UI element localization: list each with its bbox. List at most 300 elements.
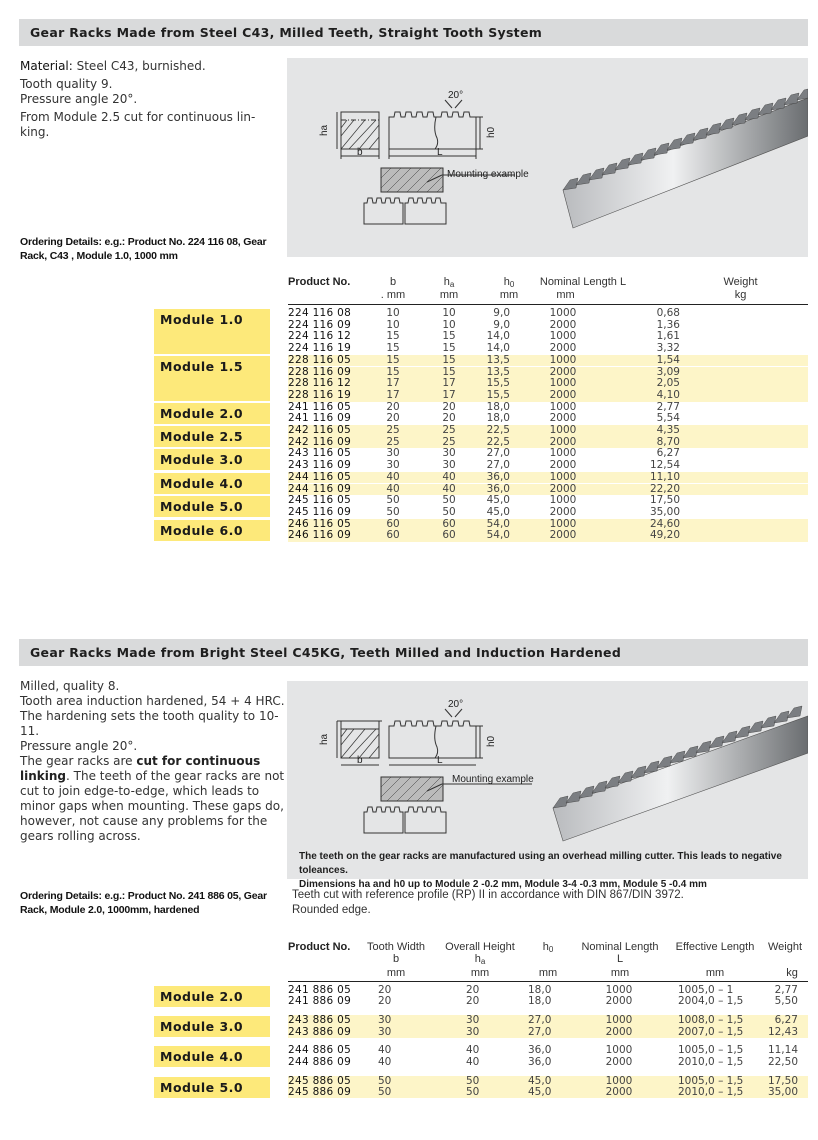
cell-effective: 2010,0 – 1,5 xyxy=(678,1086,744,1098)
cell-weight: 2,77 xyxy=(656,400,680,413)
reference-profile-note xyxy=(292,888,812,918)
b-label: b xyxy=(357,755,363,766)
cell-h0: 18,0 xyxy=(528,984,552,996)
cell-product-no: 242 116 05 xyxy=(288,424,352,436)
linking-rest-5: gears rolling across. xyxy=(20,829,141,843)
module-label xyxy=(154,1077,270,1098)
cell-b: 60 xyxy=(386,529,400,542)
module-label-text: Module 2.0 xyxy=(160,405,244,421)
cell-weight: 17,50 xyxy=(767,1074,798,1087)
rack-dimension-diagram xyxy=(287,58,547,257)
cell-length: 1000 xyxy=(549,470,577,483)
cell-b: 15 xyxy=(386,342,400,355)
cell-product-no: 244 116 05 xyxy=(288,470,352,483)
cell-product-no: 243 886 09 xyxy=(288,1025,352,1038)
cell-product-no: 242 116 09 xyxy=(288,435,352,448)
module-label xyxy=(154,426,270,447)
ordering-line-2: Rack, C43 , Module 1.0, 1000 mm xyxy=(20,250,178,262)
cell-length: 2000 xyxy=(549,435,577,448)
cell-weight: 24,60 xyxy=(649,517,680,530)
module-label xyxy=(154,1046,270,1067)
cell-ha: 30 xyxy=(442,447,456,460)
module-label-text: Module 5.0 xyxy=(160,1079,244,1095)
header-weight: Weight xyxy=(767,941,803,953)
cell-weight: 35,00 xyxy=(649,505,680,518)
module-label xyxy=(154,473,270,494)
table-row xyxy=(288,367,808,379)
cell-effective: 2004,0 – 1,5 xyxy=(678,995,744,1008)
section1-description xyxy=(20,59,280,140)
cell-h0: 18,0 xyxy=(528,995,552,1008)
cell-h0: 15,5 xyxy=(486,388,510,401)
table-row xyxy=(288,413,808,425)
table-row xyxy=(288,390,808,402)
cell-ha: 40 xyxy=(442,470,456,483)
header-nominal-length-unit: mm xyxy=(556,289,575,301)
cell-b: 50 xyxy=(378,1086,392,1098)
cell-effective: 2010,0 – 1,5 xyxy=(678,1055,744,1068)
table-row xyxy=(288,331,808,343)
cell-weight: 2,77 xyxy=(774,984,798,996)
module-label-text: Module 1.5 xyxy=(160,358,244,374)
h0-label: h0 xyxy=(486,126,497,138)
cell-product-no: 245 116 05 xyxy=(288,494,352,507)
cell-weight: 8,70 xyxy=(656,435,680,448)
cell-ha: 15 xyxy=(442,353,456,366)
table-row xyxy=(288,355,808,367)
angle-label: 20° xyxy=(448,90,464,101)
header-b: b xyxy=(389,276,397,288)
header-weight-unit: kg xyxy=(734,289,747,301)
gear-rack-photo xyxy=(548,681,808,846)
cell-h0: 45,0 xyxy=(486,505,510,518)
cell-b: 25 xyxy=(386,424,400,436)
cell-b: 15 xyxy=(386,353,400,366)
cell-length: 1000 xyxy=(549,400,577,413)
cell-h0: 13,5 xyxy=(486,353,510,366)
cell-h0: 45,0 xyxy=(486,494,510,507)
cell-b: 30 xyxy=(386,459,400,472)
module-label xyxy=(154,986,270,1007)
cell-b: 10 xyxy=(386,318,400,331)
cell-product-no: 245 886 09 xyxy=(288,1086,352,1098)
cell-b: 15 xyxy=(386,365,400,378)
b-label: b xyxy=(357,147,363,158)
table-row xyxy=(288,530,808,542)
cell-h0: 14,0 xyxy=(486,330,510,343)
cell-weight: 4,35 xyxy=(656,424,680,436)
table-row xyxy=(288,448,808,460)
module-label xyxy=(154,403,270,424)
ha-label: ha xyxy=(319,124,330,136)
header-effective-length: Effective Length xyxy=(675,941,755,953)
note-line-1: The teeth on the gear racks are manufactured using an overhead milling cutter. This leads to negative toleances. xyxy=(299,851,782,876)
cell-length: 2000 xyxy=(605,995,633,1008)
cell-weight: 6,27 xyxy=(656,447,680,460)
cell-length: 1000 xyxy=(549,307,577,319)
cell-h0: 36,0 xyxy=(528,1044,552,1057)
cell-length: 2000 xyxy=(549,318,577,331)
cell-length: 1000 xyxy=(549,517,577,530)
header-h0: $h_0$ xyxy=(503,276,515,289)
cell-ha: 30 xyxy=(442,459,456,472)
table-row xyxy=(288,378,808,390)
material-value: Steel C43, burnished. xyxy=(72,59,206,73)
cell-h0: 36,0 xyxy=(528,1055,552,1068)
note-line-2: Dimensions ha and h0 up to Module 2 -0.2 mm, Module 3-4 -0.3 mm, Module 5 -0.4 mm xyxy=(299,879,707,890)
tolerance-note xyxy=(299,850,804,892)
ha-label: ha xyxy=(319,733,330,745)
cell-weight: 12,54 xyxy=(649,459,680,472)
cell-product-no: 224 116 19 xyxy=(288,342,352,355)
cell-h0: 36,0 xyxy=(486,470,510,483)
cell-h0: 22,5 xyxy=(486,424,510,436)
section1-table-header xyxy=(288,274,808,306)
ordering-line-2: Rack, Module 2.0, 1000mm, hardened xyxy=(20,904,200,916)
linking-rest-3: minor gaps when mounting. These gaps do, xyxy=(20,799,284,813)
cell-h0: 27,0 xyxy=(528,1014,552,1027)
header-weight-unit: kg xyxy=(786,967,798,979)
linking-line-2: king. xyxy=(20,125,50,139)
cell-length: 1000 xyxy=(549,353,577,366)
module-label-text: Module 6.0 xyxy=(160,522,244,538)
cell-length: 2000 xyxy=(549,482,577,495)
section1-title-bar xyxy=(19,19,808,46)
table-row xyxy=(288,437,808,449)
header-b-unit: . mm xyxy=(380,289,406,301)
L-label: L xyxy=(437,147,443,158)
cell-ha: 30 xyxy=(466,1014,480,1027)
cell-length: 2000 xyxy=(549,388,577,401)
cell-ha: 17 xyxy=(442,388,456,401)
cell-b: 40 xyxy=(378,1044,392,1057)
table-row xyxy=(288,460,808,472)
module-label-text: Module 2.0 xyxy=(160,989,244,1004)
cell-product-no: 241 886 05 xyxy=(288,984,352,996)
table-row xyxy=(288,1015,808,1026)
cell-length: 1000 xyxy=(549,424,577,436)
cell-length: 2000 xyxy=(605,1055,633,1068)
header-overall-height-ha: $h_a$ xyxy=(474,953,486,966)
table-row xyxy=(288,484,808,496)
header-nominal-length-L: L xyxy=(616,953,624,965)
section2-description xyxy=(20,679,290,844)
linking-bold-1: cut for continuous xyxy=(136,754,261,768)
module-label-text: Module 5.0 xyxy=(160,499,244,515)
cell-effective: 1005,0 – 1,5 xyxy=(678,1074,744,1087)
cell-length: 1000 xyxy=(605,1044,633,1057)
cell-product-no: 241 116 09 xyxy=(288,412,352,425)
cell-ha: 10 xyxy=(442,307,456,319)
cell-product-no: 243 116 05 xyxy=(288,447,352,460)
cell-ha: 40 xyxy=(442,482,456,495)
cell-length: 2000 xyxy=(549,412,577,425)
cell-length: 2000 xyxy=(605,1025,633,1038)
h0-label: h0 xyxy=(486,735,497,747)
cell-h0: 54,0 xyxy=(486,529,510,542)
cell-effective: 1005,0 – 1,5 xyxy=(678,1044,744,1057)
cell-length: 2000 xyxy=(549,505,577,518)
cell-product-no: 243 116 09 xyxy=(288,459,352,472)
cell-h0: 45,0 xyxy=(528,1086,552,1098)
section2-figure xyxy=(287,681,808,890)
header-product-no: Product No. xyxy=(288,941,351,953)
module-label-text: Module 3.0 xyxy=(160,452,244,468)
desc-line-1: Milled, quality 8. xyxy=(20,679,120,693)
desc-line-2: Tooth area induction hardened, 54 + 4 HRC. xyxy=(20,694,285,708)
cell-b: 17 xyxy=(386,388,400,401)
module-label-text: Module 1.0 xyxy=(160,312,244,327)
header-weight: Weight xyxy=(723,276,758,288)
cell-ha: 20 xyxy=(466,995,480,1008)
header-ha-unit: mm xyxy=(439,289,459,301)
cell-effective: 1008,0 – 1,5 xyxy=(678,1014,744,1027)
cell-ha: 20 xyxy=(442,412,456,425)
linking-rest-4: however, not cause any problems for the xyxy=(20,814,268,828)
cell-h0: 54,0 xyxy=(486,517,510,530)
cell-product-no: 244 116 09 xyxy=(288,482,352,495)
cell-ha: 20 xyxy=(466,984,480,996)
table-row xyxy=(288,343,808,355)
linking-rest-1: . The teeth of the gear racks are not xyxy=(66,769,285,783)
profile-line-2: Rounded edge. xyxy=(292,904,371,916)
cell-product-no: 244 886 05 xyxy=(288,1044,352,1057)
cell-product-no: 228 116 09 xyxy=(288,365,352,378)
cell-ha: 60 xyxy=(442,517,456,530)
table-row xyxy=(288,1087,808,1098)
module-label-text: Module 4.0 xyxy=(160,475,244,491)
cell-h0: 13,5 xyxy=(486,365,510,378)
section1-title: Gear Racks Made from Steel C43, Milled Teeth, Straight Tooth System xyxy=(30,25,543,40)
cell-length: 1000 xyxy=(605,1074,633,1087)
cell-weight: 2,05 xyxy=(656,377,680,390)
module-label-text: Module 2.5 xyxy=(160,429,244,444)
header-product-no: Product No. xyxy=(288,276,351,288)
cell-length: 2000 xyxy=(549,342,577,355)
cell-b: 50 xyxy=(378,1074,392,1087)
cell-h0: 9,0 xyxy=(493,318,510,331)
cell-weight: 5,50 xyxy=(774,995,798,1008)
cell-h0: 27,0 xyxy=(528,1025,552,1038)
cell-b: 15 xyxy=(386,330,400,343)
cell-product-no: 228 116 12 xyxy=(288,377,352,390)
cell-length: 2000 xyxy=(549,529,577,542)
cell-length: 1000 xyxy=(549,330,577,343)
linking-prefix: The gear racks are xyxy=(20,754,137,768)
cell-product-no: 245 886 05 xyxy=(288,1074,352,1087)
cell-length: 1000 xyxy=(549,447,577,460)
module-label-text: Module 3.0 xyxy=(160,1019,244,1035)
header-tooth-width: Tooth Width xyxy=(366,941,426,953)
cell-h0: 18,0 xyxy=(486,400,510,413)
cell-b: 50 xyxy=(386,505,400,518)
cell-b: 30 xyxy=(378,1025,392,1038)
cell-ha: 50 xyxy=(466,1086,480,1098)
cell-product-no: 241 116 05 xyxy=(288,400,352,413)
table-row xyxy=(288,320,808,332)
cell-h0: 14,0 xyxy=(486,342,510,355)
profile-line-1: Teeth cut with reference profile (RP) II in accordance with DIN 867/DIN 3972. xyxy=(292,889,684,901)
cell-b: 25 xyxy=(386,435,400,448)
cell-weight: 3,32 xyxy=(656,342,680,355)
table-row xyxy=(288,1057,808,1068)
cell-ha: 60 xyxy=(442,529,456,542)
cell-b: 17 xyxy=(386,377,400,390)
cell-b: 20 xyxy=(378,984,392,996)
table-row xyxy=(288,472,808,484)
cell-product-no: 224 116 08 xyxy=(288,307,352,319)
mounting-example-label: Mounting example xyxy=(447,169,529,180)
table-row xyxy=(288,519,808,531)
cell-weight: 1,36 xyxy=(656,318,680,331)
section1-ordering-details xyxy=(20,235,280,263)
cell-weight: 3,09 xyxy=(656,365,680,378)
table-row xyxy=(288,425,808,437)
cell-weight: 4,10 xyxy=(656,388,680,401)
cell-ha: 15 xyxy=(442,365,456,378)
header-h0-unit: mm xyxy=(538,967,558,979)
header-tooth-width-unit: mm xyxy=(386,967,406,979)
rack-dimension-diagram xyxy=(287,681,547,846)
cell-product-no: 246 116 09 xyxy=(288,529,352,542)
cell-b: 30 xyxy=(378,1014,392,1027)
cell-length: 2000 xyxy=(549,365,577,378)
table-row xyxy=(288,507,808,519)
cell-h0: 36,0 xyxy=(486,482,510,495)
cell-weight: 49,20 xyxy=(649,529,680,542)
cell-weight: 12,43 xyxy=(767,1025,798,1038)
cell-effective: 1005,0 – 1 xyxy=(678,984,734,996)
cell-ha: 50 xyxy=(442,505,456,518)
cell-length: 1000 xyxy=(549,494,577,507)
linking-line-1: From Module 2.5 cut for continuous lin- xyxy=(20,110,256,124)
tooth-quality: Tooth quality 9. xyxy=(20,77,113,91)
desc-line-4: Pressure angle 20°. xyxy=(20,739,138,753)
cell-ha: 17 xyxy=(442,377,456,390)
cell-b: 40 xyxy=(386,470,400,483)
cell-weight: 5,54 xyxy=(656,412,680,425)
cell-h0: 27,0 xyxy=(486,459,510,472)
cell-b: 20 xyxy=(386,400,400,413)
cell-ha: 50 xyxy=(442,494,456,507)
table-row xyxy=(288,402,808,414)
cell-length: 2000 xyxy=(605,1086,633,1098)
cell-h0: 15,5 xyxy=(486,377,510,390)
module-label xyxy=(154,309,270,354)
module-label xyxy=(154,520,270,541)
header-nominal-length-unit: mm xyxy=(610,967,630,979)
cell-ha: 20 xyxy=(442,400,456,413)
cell-ha: 40 xyxy=(466,1055,480,1068)
cell-h0: 45,0 xyxy=(528,1074,552,1087)
L-label: L xyxy=(437,755,443,766)
header-h0-unit: mm xyxy=(499,289,519,301)
header-nominal-length: Nominal Length L xyxy=(539,276,627,288)
cell-ha: 10 xyxy=(442,318,456,331)
header-h0: $h_0$ xyxy=(542,941,554,954)
cell-ha: 15 xyxy=(442,342,456,355)
cell-weight: 0,68 xyxy=(656,307,680,319)
cell-ha: 15 xyxy=(442,330,456,343)
header-overall-height: Overall Height xyxy=(445,941,515,953)
header-overall-height-unit: mm xyxy=(470,967,490,979)
module-label-text: Module 4.0 xyxy=(160,1049,244,1065)
cell-ha: 40 xyxy=(466,1044,480,1057)
cell-product-no: 241 886 09 xyxy=(288,995,352,1008)
cell-weight: 1,54 xyxy=(656,353,680,366)
cell-b: 60 xyxy=(386,517,400,530)
gear-rack-photo xyxy=(548,58,808,257)
module-label xyxy=(154,496,270,517)
header-ha: $h_a$ xyxy=(443,276,455,289)
section2-title-bar xyxy=(19,639,808,666)
module-label xyxy=(154,356,270,401)
angle-label: 20° xyxy=(448,699,464,710)
cell-h0: 18,0 xyxy=(486,412,510,425)
table-row xyxy=(288,308,808,320)
cell-weight: 35,00 xyxy=(767,1086,798,1098)
cell-weight: 1,61 xyxy=(656,330,680,343)
section2-ordering-details xyxy=(20,889,280,917)
cell-product-no: 243 886 05 xyxy=(288,1014,352,1027)
header-effective-length-unit: mm xyxy=(705,967,725,979)
cell-weight: 22,50 xyxy=(767,1055,798,1068)
linking-rest-2: cut to join edge-to-edge, which leads to xyxy=(20,784,260,798)
cell-b: 30 xyxy=(386,447,400,460)
cell-product-no: 246 116 05 xyxy=(288,517,352,530)
cell-weight: 11,10 xyxy=(649,470,680,483)
cell-h0: 22,5 xyxy=(486,435,510,448)
cell-weight: 11,14 xyxy=(767,1044,798,1057)
cell-product-no: 244 886 09 xyxy=(288,1055,352,1068)
header-nominal-length: Nominal Length xyxy=(581,941,659,953)
cell-b: 50 xyxy=(386,494,400,507)
mounting-example-label: Mounting example xyxy=(452,774,534,785)
cell-weight: 17,50 xyxy=(649,494,680,507)
cell-effective: 2007,0 – 1,5 xyxy=(678,1025,744,1038)
ordering-line-1: Ordering Details: e.g.: Product No. 224 116 08, Gear xyxy=(20,236,267,248)
table-row xyxy=(288,996,808,1007)
material-label: Material: xyxy=(20,59,73,73)
cell-length: 1000 xyxy=(549,377,577,390)
cell-h0: 9,0 xyxy=(493,307,510,319)
cell-b: 40 xyxy=(386,482,400,495)
cell-b: 10 xyxy=(386,307,400,319)
cell-product-no: 228 116 05 xyxy=(288,353,352,366)
cell-product-no: 224 116 12 xyxy=(288,330,352,343)
module-label xyxy=(154,1016,270,1037)
cell-ha: 30 xyxy=(466,1025,480,1038)
section1-header-rule xyxy=(288,304,808,305)
section2-table-header xyxy=(288,940,808,980)
cell-ha: 50 xyxy=(466,1074,480,1087)
ordering-line-1: Ordering Details: e.g.: Product No. 241 886 05, Gear xyxy=(20,890,267,902)
cell-ha: 25 xyxy=(442,424,456,436)
cell-b: 20 xyxy=(378,995,392,1008)
cell-ha: 25 xyxy=(442,435,456,448)
cell-b: 40 xyxy=(378,1055,392,1068)
table-row xyxy=(288,495,808,507)
cell-length: 1000 xyxy=(605,984,633,996)
pressure-angle: Pressure angle 20°. xyxy=(20,92,138,106)
cell-weight: 6,27 xyxy=(774,1014,798,1027)
desc-line-3: The hardening sets the tooth quality to 10-11. xyxy=(20,709,279,738)
module-label xyxy=(154,449,270,470)
cell-product-no: 228 116 19 xyxy=(288,388,352,401)
section2-title: Gear Racks Made from Bright Steel C45KG, Teeth Milled and Induction Hardened xyxy=(30,645,622,660)
cell-b: 20 xyxy=(386,412,400,425)
section1-figure xyxy=(287,58,808,257)
